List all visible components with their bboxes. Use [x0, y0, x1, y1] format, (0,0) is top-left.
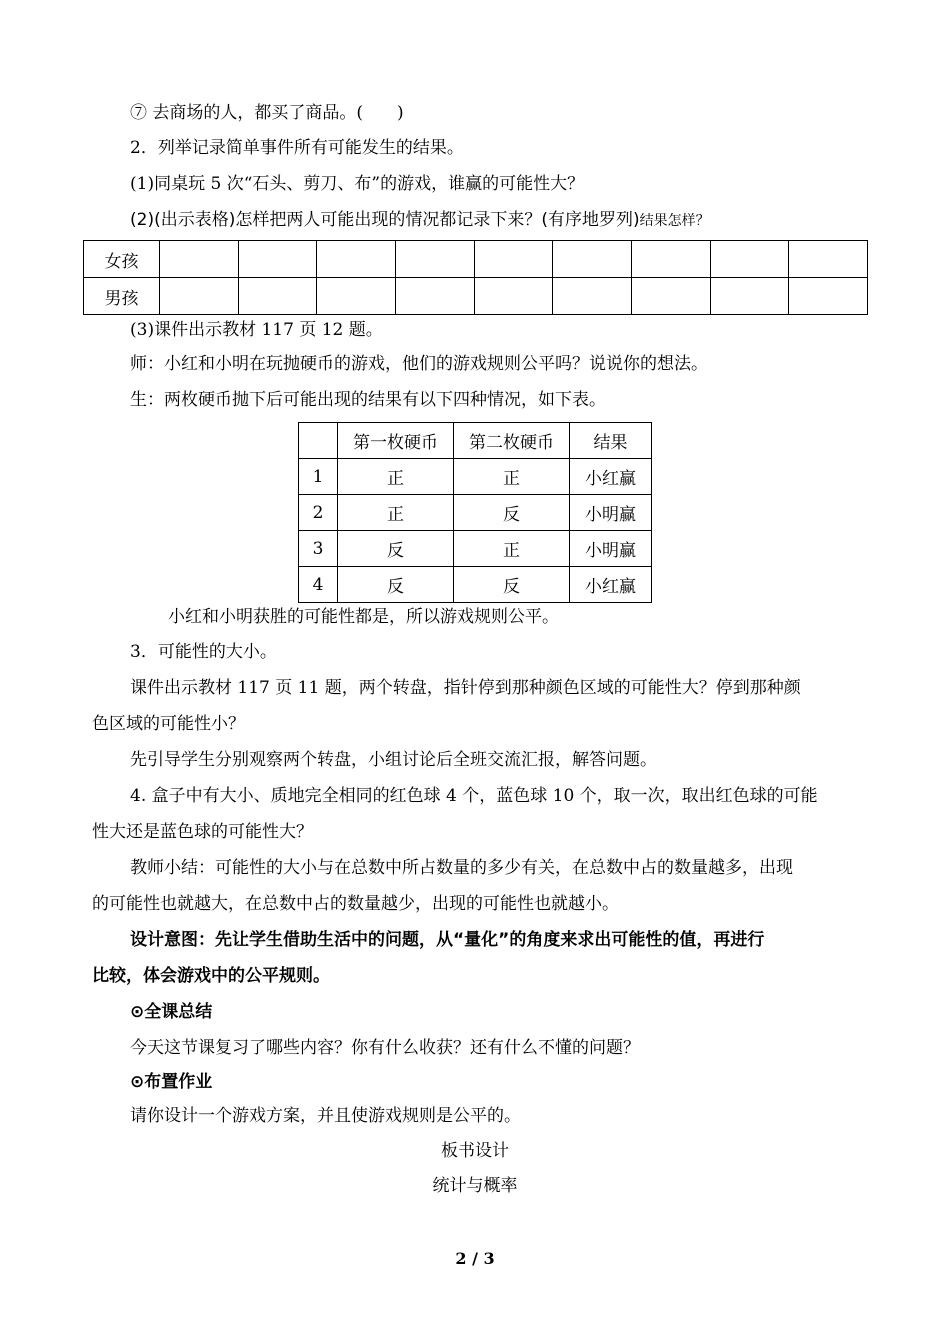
table-cell [395, 241, 474, 278]
text-line: 课件出示教材 117 页 11 题，两个转盘，指针停到那种颜色区域的可能性大？停到那种颜 [130, 678, 801, 698]
section-heading: ⊙全课总结 [130, 1002, 213, 1022]
text-line-part: (2)(出示表格)怎样把两人可能出现的情况都记录下来？(有序地罗列) [130, 210, 640, 230]
table-row [299, 531, 652, 567]
text-line: (1)同桌玩 5 次“石头、剪刀、布”的游戏，谁赢的可能性大？ [130, 174, 585, 194]
table-cell: 正 [338, 459, 454, 495]
text-line [130, 208, 710, 233]
table-header-row [299, 423, 652, 459]
table-header-cell [299, 423, 338, 459]
text-line: 性大还是蓝色球的可能性大？ [92, 822, 313, 842]
table-cell: 小红赢 [570, 567, 652, 603]
text-line: 色区域的可能性小？ [92, 714, 245, 734]
text-line: 4. 盒子中有大小、质地完全相同的红色球 4 个，蓝色球 10 个，取一次，取出红色球的可能 [130, 786, 818, 806]
table-cell [789, 278, 868, 315]
table-cell [631, 241, 710, 278]
text-line: 师：小红和小明在玩抛硬币的游戏，他们的游戏规则公平吗？说说你的想法。 [130, 354, 708, 374]
table-row [84, 278, 868, 315]
table-cell: 4 [299, 567, 338, 603]
text-line: 生：两枚硬币抛下后可能出现的结果有以下四种情况，如下表。 [130, 390, 606, 410]
text-line: 的可能性也就越大，在总数中占的数量越少，出现的可能性也就越小。 [92, 894, 619, 914]
table-header-cell: 结果 [570, 423, 652, 459]
table-cell [789, 241, 868, 278]
table-cell [238, 241, 317, 278]
table-row [299, 495, 652, 531]
text-line: ⑦ 去商场的人，都买了商品。( ) [130, 103, 404, 123]
text-line: (3)课件出示教材 117 页 12 题。 [130, 320, 383, 340]
table-cell: 正 [454, 459, 570, 495]
table-cell: 正 [338, 495, 454, 531]
design-intent-text: 比较，体会游戏中的公平规则。 [92, 966, 330, 986]
gender-record-table [83, 240, 868, 315]
text-line-part: 结果怎样？ [639, 213, 710, 229]
table-cell: 小明赢 [570, 495, 652, 531]
table-cell [474, 278, 553, 315]
table-cell: 反 [338, 531, 454, 567]
table-cell: 正 [454, 531, 570, 567]
table-cell [631, 278, 710, 315]
table-cell: 2 [299, 495, 338, 531]
coin-result-table [298, 422, 652, 603]
table-cell [395, 278, 474, 315]
table-cell: 1 [299, 459, 338, 495]
table-cell: 小明赢 [570, 531, 652, 567]
table-cell [710, 241, 789, 278]
text-line: 请你设计一个游戏方案，并且使游戏规则是公平的。 [130, 1106, 521, 1126]
section-heading: 2．列举记录简单事件所有可能发生的结果。 [130, 138, 464, 158]
table-cell [474, 241, 553, 278]
table-row [84, 241, 868, 278]
table-cell: 男孩 [84, 278, 160, 315]
design-intent-text: 设计意图：先让学生借助生活中的问题，从“量化”的角度来求出可能性的值，再进行 [130, 930, 765, 950]
table-cell [317, 241, 396, 278]
table-cell [553, 278, 632, 315]
table-cell [710, 278, 789, 315]
text-line: 今天这节课复习了哪些内容？你有什么收获？还有什么不懂的问题？ [130, 1038, 640, 1058]
table-cell: 3 [299, 531, 338, 567]
table-cell: 反 [454, 567, 570, 603]
table-header-cell: 第一枚硬币 [338, 423, 454, 459]
table-cell [317, 278, 396, 315]
table-cell: 反 [454, 495, 570, 531]
page-number: 2 / 3 [455, 1249, 495, 1268]
table-cell: 反 [338, 567, 454, 603]
table-cell: 女孩 [84, 241, 160, 278]
section-heading: ⊙布置作业 [130, 1072, 213, 1092]
table-cell [553, 241, 632, 278]
table-header-cell: 第二枚硬币 [454, 423, 570, 459]
text-line: 小红和小明获胜的可能性都是，所以游戏规则公平。 [168, 607, 559, 627]
board-design-heading: 板书设计 [441, 1141, 509, 1161]
text-line: 教师小结：可能性的大小与在总数中所占数量的多少有关，在总数中占的数量越多，出现 [130, 858, 793, 878]
board-design-title: 统计与概率 [432, 1176, 518, 1196]
table-cell [160, 278, 239, 315]
table-cell [160, 241, 239, 278]
text-line: 先引导学生分别观察两个转盘，小组讨论后全班交流汇报，解答问题。 [130, 750, 657, 770]
table-row [299, 567, 652, 603]
section-heading: 3．可能性的大小。 [130, 642, 277, 662]
table-cell [238, 278, 317, 315]
table-row [299, 459, 652, 495]
table-cell: 小红赢 [570, 459, 652, 495]
